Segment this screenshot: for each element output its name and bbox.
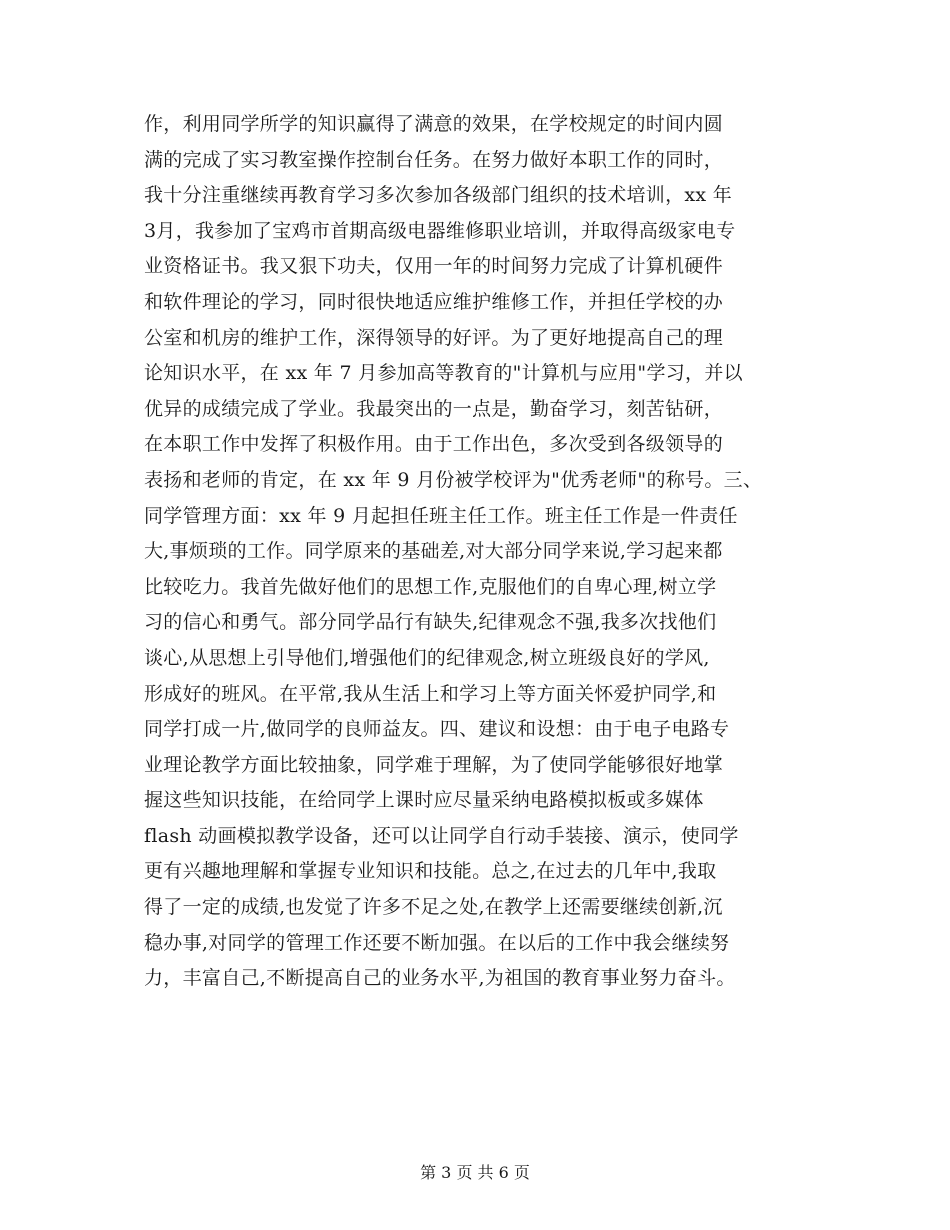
text-line: flash 动画模拟教学设备，还可以让同学自行动手装接、演示，使同学 [144,824,739,847]
text-line: 作，利用同学所学的知识赢得了满意的效果，在学校规定的时间内圆 [144,113,724,135]
text-line: 3月，我参加了宝鸡市首期高级电器维修职业培训，并取得高级家电专 [144,219,736,242]
text-line: 满的完成了实习教室操作控制台任务。在努力做好本职工作的同时， [144,148,724,171]
text-line: 公室和机房的维护工作，深得领导的好评。为了更好地提高自己的理 [144,326,724,349]
text-line: 同学管理方面：xx 年 9 月起担任班主任工作。班主任工作是一件责任 [144,504,738,527]
text-line: 稳办事,对同学的管理工作还要不断加强。在以后的工作中我会继续努 [144,931,730,954]
text-line: 大,事烦琐的工作。同学原来的基础差,对大部分同学来说,学习起来都 [144,540,723,563]
page-number-footer: 第 3 页 共 6 页 [420,1163,530,1182]
text-line: 表扬和老师的肯定，在 xx 年 9 月份被学校评为"优秀老师"的称号。三、 [144,468,763,491]
text-line: 业理论教学方面比较抽象，同学难于理解，为了使同学能够很好地掌 [144,753,724,776]
text-line: 我十分注重继续再教育学习多次参加各级部门组织的技术培训，xx 年 [144,184,733,207]
text-line: 握这些知识技能，在给同学上课时应尽量采纳电路模拟板或多媒体 [144,789,704,812]
text-line: 力，丰富自己,不断提高自己的业务水平,为祖国的教育事业努力奋斗。 [144,967,736,990]
text-line: 更有兴趣地理解和掌握专业知识和技能。总之,在过去的几年中,我取 [144,860,717,883]
body-text [144,107,824,997]
text-line: 形成好的班风。在平常,我从生活上和学习上等方面关怀爱护同学,和 [144,682,717,705]
text-line: 优异的成绩完成了学业。我最突出的一点是，勤奋学习，刻苦钻研， [144,397,724,420]
text-line: 在本职工作中发挥了积极作用。由于工作出色，多次受到各级领导的 [144,433,724,456]
text-line: 得了一定的成绩,也发觉了许多不足之处,在教学上还需要继续创新,沉 [144,896,723,919]
text-line: 习的信心和勇气。部分同学品行有缺失,纪律观念不强,我多次找他们 [144,611,717,634]
text-line: 和软件理论的学习，同时很快地适应维护维修工作，并担任学校的办 [144,290,724,313]
text-line: 比较吃力。我首先做好他们的思想工作,克服他们的自卑心理,树立学 [144,575,717,598]
text-line: 同学打成一片,做同学的良师益友。四、建议和设想：由于电子电路专 [144,718,730,741]
text-line: 论知识水平，在 xx 年 7 月参加高等教育的"计算机与应用"学习，并以 [144,362,743,385]
text-line: 业资格证书。我又狠下功夫，仅用一年的时间努力完成了计算机硬件 [144,255,724,278]
text-line: 谈心,从思想上引导他们,增强他们的纪律观念,树立班级良好的学风, [144,646,710,669]
